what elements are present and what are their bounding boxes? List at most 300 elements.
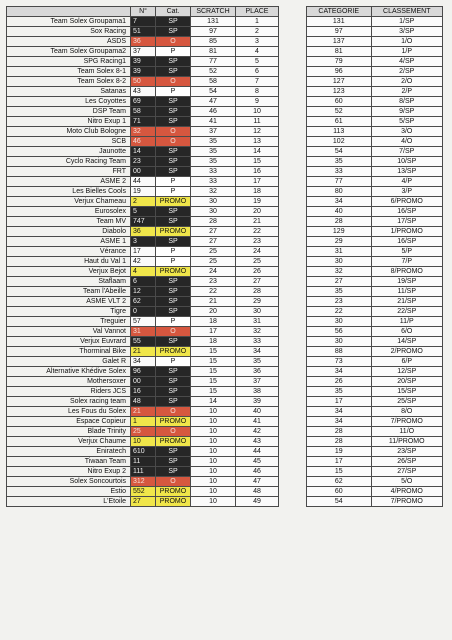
number-cell: 44 — [131, 177, 156, 187]
table-row — [7, 427, 279, 437]
scratch-cell: 35 — [191, 147, 236, 157]
team-name-cell: Staflaam — [7, 277, 131, 287]
table-row — [7, 437, 279, 447]
categorie-cell: 80 — [307, 187, 372, 197]
number-cell: 50 — [131, 77, 156, 87]
place-cell: 20 — [236, 207, 279, 217]
number-cell: 312 — [131, 477, 156, 487]
table-row — [7, 167, 279, 177]
scratch-cell: 10 — [191, 447, 236, 457]
table-row — [307, 247, 443, 257]
table-row — [307, 17, 443, 27]
table-row — [307, 417, 443, 427]
category-cell: PROMO — [156, 347, 191, 357]
number-cell: 62 — [131, 297, 156, 307]
table-row — [7, 267, 279, 277]
number-cell: 0 — [131, 307, 156, 317]
scratch-cell: 18 — [191, 317, 236, 327]
table-row — [307, 387, 443, 397]
team-name-cell: ASDS — [7, 37, 131, 47]
number-cell: 37 — [131, 47, 156, 57]
table-row — [307, 497, 443, 507]
place-cell: 11 — [236, 117, 279, 127]
team-name-cell: Satanas — [7, 87, 131, 97]
number-cell: 1 — [131, 417, 156, 427]
team-name-cell: Moto Club Bologne — [7, 127, 131, 137]
table-row — [307, 37, 443, 47]
classement-cell: 16/SP — [371, 237, 443, 247]
category-cell: P — [156, 357, 191, 367]
scratch-cell: 131 — [191, 17, 236, 27]
place-cell: 25 — [236, 257, 279, 267]
category-cell: O — [156, 427, 191, 437]
number-cell: 2 — [131, 197, 156, 207]
table-row — [307, 357, 443, 367]
categorie-cell: 62 — [307, 477, 372, 487]
table-row — [307, 467, 443, 477]
place-cell: 46 — [236, 467, 279, 477]
table-row — [7, 287, 279, 297]
scratch-cell: 41 — [191, 117, 236, 127]
number-cell: 42 — [131, 257, 156, 267]
scratch-cell: 14 — [191, 397, 236, 407]
categorie-cell: 54 — [307, 147, 372, 157]
category-cell: PROMO — [156, 197, 191, 207]
table-row — [307, 267, 443, 277]
table-row — [307, 217, 443, 227]
category-cell: PROMO — [156, 267, 191, 277]
table-row — [7, 357, 279, 367]
results-table — [6, 6, 279, 507]
number-cell: 16 — [131, 387, 156, 397]
category-cell: SP — [156, 467, 191, 477]
category-cell: O — [156, 127, 191, 137]
table-row — [307, 477, 443, 487]
table-row — [7, 77, 279, 87]
categorie-cell: 73 — [307, 357, 372, 367]
scratch-cell: 10 — [191, 477, 236, 487]
table-row — [307, 377, 443, 387]
number-cell: 96 — [131, 367, 156, 377]
scratch-cell: 22 — [191, 287, 236, 297]
categorie-cell: 56 — [307, 327, 372, 337]
category-cell: SP — [156, 207, 191, 217]
team-name-cell: Nitro Exup 2 — [7, 467, 131, 477]
scratch-cell: 47 — [191, 97, 236, 107]
categorie-cell: 30 — [307, 317, 372, 327]
table-row — [7, 477, 279, 487]
category-cell: SP — [156, 17, 191, 27]
scratch-cell: 77 — [191, 57, 236, 67]
category-cell: PROMO — [156, 497, 191, 507]
place-cell: 31 — [236, 317, 279, 327]
classement-cell: 5/O — [371, 477, 443, 487]
categorie-cell: 28 — [307, 217, 372, 227]
classement-cell: 8/PROMO — [371, 267, 443, 277]
number-cell: 69 — [131, 97, 156, 107]
scratch-cell: 23 — [191, 277, 236, 287]
table-row — [307, 117, 443, 127]
table-row — [7, 137, 279, 147]
scratch-cell: 27 — [191, 237, 236, 247]
categorie-cell: 61 — [307, 117, 372, 127]
categorie-cell: 28 — [307, 427, 372, 437]
table-row — [7, 467, 279, 477]
classement-cell: 7/P — [371, 257, 443, 267]
categorie-cell: 35 — [307, 387, 372, 397]
categorie-cell: 77 — [307, 177, 372, 187]
results-header-row — [7, 7, 279, 17]
table-row — [7, 147, 279, 157]
scratch-cell: 58 — [191, 77, 236, 87]
place-cell: 41 — [236, 417, 279, 427]
category-cell: SP — [156, 107, 191, 117]
table-row — [307, 257, 443, 267]
scratch-cell: 15 — [191, 377, 236, 387]
header-number: N° — [131, 7, 156, 17]
table-row — [307, 317, 443, 327]
team-name-cell: Nitro Exup 1 — [7, 117, 131, 127]
team-name-cell: Team l'Abeille — [7, 287, 131, 297]
place-cell: 32 — [236, 327, 279, 337]
place-cell: 13 — [236, 137, 279, 147]
table-row — [307, 437, 443, 447]
scratch-cell: 25 — [191, 247, 236, 257]
table-row — [7, 417, 279, 427]
team-name-cell: FRT — [7, 167, 131, 177]
classement-cell: 1/PROMO — [371, 227, 443, 237]
classement-cell: 3/SP — [371, 27, 443, 37]
scratch-cell: 24 — [191, 267, 236, 277]
category-cell: SP — [156, 167, 191, 177]
categorie-cell: 32 — [307, 267, 372, 277]
table-row — [307, 147, 443, 157]
number-cell: 71 — [131, 117, 156, 127]
table-row — [7, 247, 279, 257]
classement-cell: 11/SP — [371, 287, 443, 297]
category-cell: SP — [156, 377, 191, 387]
scratch-cell: 32 — [191, 187, 236, 197]
number-cell: 14 — [131, 147, 156, 157]
place-cell: 22 — [236, 227, 279, 237]
team-name-cell: Verjux Euvrard — [7, 337, 131, 347]
table-row — [7, 337, 279, 347]
place-cell: 12 — [236, 127, 279, 137]
scratch-cell: 15 — [191, 367, 236, 377]
number-cell: 23 — [131, 157, 156, 167]
team-name-cell: Solex racing team — [7, 397, 131, 407]
table-row — [7, 367, 279, 377]
classement-cell: 12/SP — [371, 367, 443, 377]
table-row — [307, 97, 443, 107]
team-name-cell: Espace Copieur — [7, 417, 131, 427]
scratch-cell: 15 — [191, 357, 236, 367]
place-cell: 49 — [236, 497, 279, 507]
table-row — [7, 447, 279, 457]
team-name-cell: Les Coyottes — [7, 97, 131, 107]
table-row — [307, 287, 443, 297]
classement-cell: 4/SP — [371, 57, 443, 67]
category-cell: SP — [156, 337, 191, 347]
team-name-cell: Estio — [7, 487, 131, 497]
category-cell: PROMO — [156, 227, 191, 237]
table-row — [307, 407, 443, 417]
place-cell: 15 — [236, 157, 279, 167]
number-cell: 19 — [131, 187, 156, 197]
table-row — [7, 497, 279, 507]
team-name-cell: Tigre — [7, 307, 131, 317]
table-row — [7, 277, 279, 287]
team-name-cell: Alternative Khédive Solex — [7, 367, 131, 377]
team-name-cell: Verjux Chaume — [7, 437, 131, 447]
categorie-cell: 127 — [307, 77, 372, 87]
table-row — [307, 227, 443, 237]
categorie-cell: 30 — [307, 257, 372, 267]
scratch-cell: 10 — [191, 407, 236, 417]
classement-cell: 6/PROMO — [371, 197, 443, 207]
table-row — [7, 227, 279, 237]
place-cell: 33 — [236, 337, 279, 347]
table-row — [307, 427, 443, 437]
table-row — [7, 307, 279, 317]
table-row — [7, 327, 279, 337]
table-row — [7, 257, 279, 267]
category-cell: SP — [156, 397, 191, 407]
number-cell: 55 — [131, 337, 156, 347]
category-cell: O — [156, 37, 191, 47]
classement-cell: 17/SP — [371, 217, 443, 227]
table-row — [307, 327, 443, 337]
table-row — [307, 367, 443, 377]
category-cell: P — [156, 87, 191, 97]
classement-cell: 8/O — [371, 407, 443, 417]
team-name-cell: Sox Racing — [7, 27, 131, 37]
categorie-cell: 81 — [307, 47, 372, 57]
number-cell: 36 — [131, 37, 156, 47]
category-cell: PROMO — [156, 487, 191, 497]
table-row — [7, 487, 279, 497]
classement-cell: 11/P — [371, 317, 443, 327]
categorie-cell: 35 — [307, 287, 372, 297]
team-name-cell: DSP Team — [7, 107, 131, 117]
number-cell: 31 — [131, 327, 156, 337]
place-cell: 19 — [236, 197, 279, 207]
category-cell: P — [156, 47, 191, 57]
team-name-cell: Jaunotte — [7, 147, 131, 157]
table-row — [7, 17, 279, 27]
category-cell: SP — [156, 237, 191, 247]
classement-cell: 2/P — [371, 87, 443, 97]
categorie-cell: 123 — [307, 87, 372, 97]
categorie-cell: 26 — [307, 377, 372, 387]
categorie-cell: 27 — [307, 277, 372, 287]
scratch-cell: 10 — [191, 427, 236, 437]
team-name-cell: Haut du Val 1 — [7, 257, 131, 267]
number-cell: 747 — [131, 217, 156, 227]
category-cell: O — [156, 407, 191, 417]
table-row — [7, 177, 279, 187]
table-row — [307, 177, 443, 187]
category-cell: P — [156, 257, 191, 267]
table-row — [7, 377, 279, 387]
scratch-cell: 21 — [191, 297, 236, 307]
scratch-cell: 10 — [191, 487, 236, 497]
team-name-cell: Riders JCS — [7, 387, 131, 397]
place-cell: 14 — [236, 147, 279, 157]
scratch-cell: 10 — [191, 497, 236, 507]
team-name-cell: Treguier — [7, 317, 131, 327]
table-row — [307, 487, 443, 497]
classement-cell: 4/P — [371, 177, 443, 187]
place-cell: 28 — [236, 287, 279, 297]
table-row — [7, 47, 279, 57]
category-cell: SP — [156, 97, 191, 107]
categorie-cell: 30 — [307, 337, 372, 347]
header-classement: CLASSEMENT — [371, 7, 443, 17]
classement-cell: 2/SP — [371, 67, 443, 77]
table-row — [7, 117, 279, 127]
categorie-cell: 97 — [307, 27, 372, 37]
place-cell: 7 — [236, 77, 279, 87]
scratch-cell: 27 — [191, 227, 236, 237]
team-name-cell: Val Vannot — [7, 327, 131, 337]
scratch-cell: 81 — [191, 47, 236, 57]
classement-cell: 20/SP — [371, 377, 443, 387]
table-row — [307, 137, 443, 147]
classement-cell: 26/SP — [371, 457, 443, 467]
classement-cell: 5/P — [371, 247, 443, 257]
results-body — [7, 17, 279, 507]
classement-cell: 2/O — [371, 77, 443, 87]
table-row — [307, 297, 443, 307]
categorie-cell: 96 — [307, 67, 372, 77]
scratch-cell: 20 — [191, 307, 236, 317]
scratch-cell: 46 — [191, 107, 236, 117]
number-cell: 12 — [131, 287, 156, 297]
table-row — [307, 337, 443, 347]
number-cell: 25 — [131, 427, 156, 437]
place-cell: 6 — [236, 67, 279, 77]
classement-cell: 27/SP — [371, 467, 443, 477]
number-cell: 32 — [131, 127, 156, 137]
scratch-cell: 97 — [191, 27, 236, 37]
place-cell: 37 — [236, 377, 279, 387]
category-cell: SP — [156, 57, 191, 67]
table-row — [7, 107, 279, 117]
table-row — [7, 197, 279, 207]
table-row — [307, 277, 443, 287]
team-name-cell: Blade Trinity — [7, 427, 131, 437]
category-cell: P — [156, 187, 191, 197]
number-cell: 17 — [131, 247, 156, 257]
number-cell: 3 — [131, 237, 156, 247]
team-name-cell: Diabolo — [7, 227, 131, 237]
classement-cell: 4/PROMO — [371, 487, 443, 497]
place-cell: 43 — [236, 437, 279, 447]
place-cell: 5 — [236, 57, 279, 67]
place-cell: 45 — [236, 457, 279, 467]
categorie-cell: 34 — [307, 197, 372, 207]
number-cell: 11 — [131, 457, 156, 467]
category-cell: PROMO — [156, 437, 191, 447]
header-place: PLACE — [236, 7, 279, 17]
place-cell: 4 — [236, 47, 279, 57]
classement-cell: 6/O — [371, 327, 443, 337]
team-name-cell: Galet R — [7, 357, 131, 367]
scratch-cell: 54 — [191, 87, 236, 97]
classement-cell: 2/PROMO — [371, 347, 443, 357]
categorie-cell: 33 — [307, 167, 372, 177]
scratch-cell: 33 — [191, 177, 236, 187]
table-row — [307, 27, 443, 37]
number-cell: 6 — [131, 277, 156, 287]
classement-cell: 21/SP — [371, 297, 443, 307]
scratch-cell: 85 — [191, 37, 236, 47]
place-cell: 16 — [236, 167, 279, 177]
team-name-cell: Mothersoxer — [7, 377, 131, 387]
classement-cell: 3/P — [371, 187, 443, 197]
team-name-cell: Les Bielles Cools — [7, 187, 131, 197]
table-row — [307, 397, 443, 407]
categorie-cell: 60 — [307, 97, 372, 107]
classement-cell: 19/SP — [371, 277, 443, 287]
classement-cell: 1/P — [371, 47, 443, 57]
team-name-cell: Eurosolex — [7, 207, 131, 217]
header-team — [7, 7, 131, 17]
classement-cell: 5/SP — [371, 117, 443, 127]
place-cell: 9 — [236, 97, 279, 107]
category-cell: O — [156, 477, 191, 487]
category-cell: SP — [156, 297, 191, 307]
categorie-cell: 28 — [307, 437, 372, 447]
classement-cell: 11/PROMO — [371, 437, 443, 447]
categorie-cell: 29 — [307, 237, 372, 247]
table-row — [307, 207, 443, 217]
team-name-cell: Team MV — [7, 217, 131, 227]
table-row — [307, 47, 443, 57]
number-cell: 46 — [131, 137, 156, 147]
scratch-cell: 15 — [191, 387, 236, 397]
table-row — [307, 107, 443, 117]
place-cell: 40 — [236, 407, 279, 417]
table-row — [307, 347, 443, 357]
categorie-cell: 52 — [307, 107, 372, 117]
team-name-cell: Team Solex Groupama1 — [7, 17, 131, 27]
categorie-cell: 34 — [307, 407, 372, 417]
number-cell: 21 — [131, 407, 156, 417]
team-name-cell: Solex Soncourtois — [7, 477, 131, 487]
place-cell: 29 — [236, 297, 279, 307]
table-row — [7, 387, 279, 397]
place-cell: 39 — [236, 397, 279, 407]
classement-cell: 7/SP — [371, 147, 443, 157]
table-row — [7, 407, 279, 417]
table-row — [7, 67, 279, 77]
place-cell: 42 — [236, 427, 279, 437]
categorie-cell: 34 — [307, 417, 372, 427]
team-name-cell: ASME 2 — [7, 177, 131, 187]
table-row — [307, 187, 443, 197]
number-cell: 39 — [131, 57, 156, 67]
categorie-cell: 23 — [307, 297, 372, 307]
scratch-cell: 35 — [191, 137, 236, 147]
place-cell: 21 — [236, 217, 279, 227]
classement-cell: 6/P — [371, 357, 443, 367]
scratch-cell: 28 — [191, 217, 236, 227]
categorie-cell: 17 — [307, 397, 372, 407]
team-name-cell: L'Etoile — [7, 497, 131, 507]
categorie-cell: 137 — [307, 37, 372, 47]
